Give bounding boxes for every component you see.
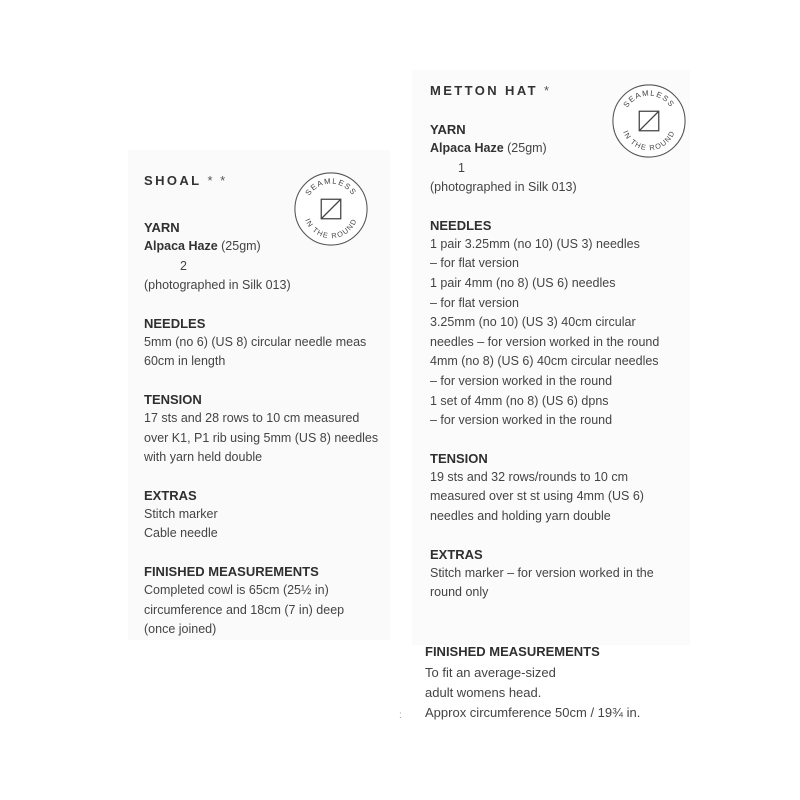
metton-needles-line: – for version worked in the round <box>430 373 613 388</box>
shoal-finished-line: circumference and 18cm (7 in) deep <box>144 602 345 617</box>
shoal-difficulty-stars: * * <box>207 173 228 188</box>
badge-bottom-text: IN THE ROUND <box>303 216 359 241</box>
metton-needles-line: 4mm (no 8) (US 6) 40cm circular needles <box>430 354 659 369</box>
metton-tension-line: 19 sts and 32 rows/rounds to 10 cm <box>430 469 629 484</box>
metton-extras-line: Stitch marker – for version worked in the <box>430 565 654 580</box>
metton-needles-heading: NEEDLES <box>430 217 492 233</box>
metton-extras-line: round only <box>430 585 489 600</box>
metton-finished-section <box>425 642 695 723</box>
metton-needles-line: – for version worked in the round <box>430 413 613 428</box>
shoal-extras-line: Stitch marker <box>144 506 218 521</box>
shoal-needles-line: 5mm (no 6) (US 8) circular needle meas <box>144 334 367 349</box>
shoal-finished-line: Completed cowl is 65cm (25½ in) <box>144 582 329 597</box>
metton-yarn-note: (photographed in Silk 013) <box>430 180 577 195</box>
metton-yarn-quantity: 1 <box>458 160 465 175</box>
metton-yarn-weight: (25gm) <box>503 141 547 155</box>
metton-difficulty-stars: * <box>544 83 552 98</box>
shoal-needles-heading: NEEDLES <box>144 315 206 331</box>
shoal-extras-line: Cable needle <box>144 526 218 541</box>
shoal-tension-line: over K1, P1 rib using 5mm (US 8) needles <box>144 430 379 445</box>
metton-finished-line: Approx circumference 50cm / 19¾ in. <box>425 705 641 720</box>
shoal-yarn-heading: YARN <box>144 220 180 235</box>
metton-tension-line: measured over st st using 4mm (US 6) <box>430 489 644 504</box>
metton-finished-heading: FINISHED MEASUREMENTS <box>425 644 600 659</box>
shoal-finished-heading: FINISHED MEASUREMENTS <box>144 563 319 579</box>
shoal-yarn-note: (photographed in Silk 013) <box>144 278 291 293</box>
metton-needles-line: needles – for version worked in the round <box>430 334 660 349</box>
metton-needles-line: 3.25mm (no 10) (US 3) 40cm circular <box>430 315 636 330</box>
seamless-badge <box>610 82 688 160</box>
metton-column <box>430 82 690 603</box>
shoal-yarn-name: Alpaca Haze <box>144 239 218 253</box>
metton-title: METTON HAT <box>430 83 539 98</box>
metton-finished-line: To fit an average-sized <box>425 665 556 680</box>
metton-needles-line: 1 pair 4mm (no 8) (US 6) needles <box>430 275 616 290</box>
shoal-yarn-quantity: 2 <box>180 258 187 273</box>
shoal-needles-line: 60cm in length <box>144 354 226 369</box>
shoal-title: SHOAL <box>144 173 202 188</box>
metton-yarn-heading: YARN <box>430 122 466 137</box>
metton-tension-line: needles and holding yarn double <box>430 508 611 523</box>
margin-mark: : <box>399 710 402 721</box>
metton-needles-line: 1 pair 3.25mm (no 10) (US 3) needles <box>430 236 640 251</box>
seamless-badge <box>292 170 370 248</box>
shoal-tension-heading: TENSION <box>144 391 202 407</box>
metton-needles-line: – for flat version <box>430 256 519 271</box>
shoal-finished-line: (once joined) <box>144 622 217 637</box>
badge-bottom-text: IN THE ROUND <box>621 128 677 153</box>
shoal-extras-heading: EXTRAS <box>144 487 197 503</box>
badge-top-text: SEAMLESS <box>303 176 359 198</box>
metton-finished-line: adult womens head. <box>425 685 542 700</box>
badge-top-text: SEAMLESS <box>621 88 677 110</box>
metton-extras-heading: EXTRAS <box>430 546 483 562</box>
metton-needles-line: – for flat version <box>430 295 519 310</box>
metton-needles-line: 1 set of 4mm (no 8) (US 6) dpns <box>430 393 609 408</box>
metton-yarn-name: Alpaca Haze <box>430 141 504 155</box>
metton-tension-heading: TENSION <box>430 450 488 466</box>
shoal-tension-line: 17 sts and 28 rows to 10 cm measured <box>144 410 360 425</box>
shoal-yarn-weight: (25gm) <box>217 239 261 253</box>
shoal-tension-line: with yarn held double <box>144 450 263 465</box>
